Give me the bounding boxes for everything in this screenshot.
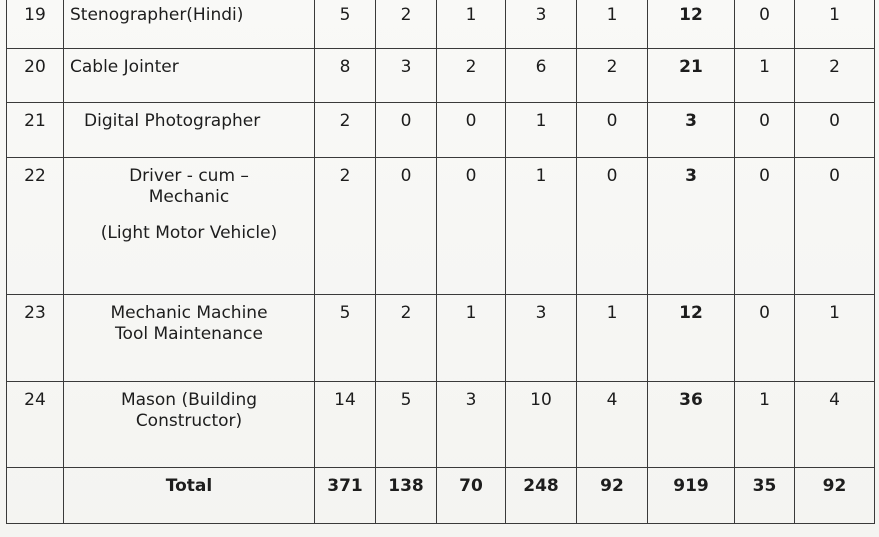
value-cell: 3	[437, 382, 506, 468]
table-row	[7, 382, 875, 468]
total-value-cell: 919	[648, 468, 735, 524]
empty-serial-cell	[7, 468, 64, 524]
value-cell: 0	[437, 158, 506, 295]
trade-name-line: Stenographer(Hindi)	[70, 5, 244, 25]
serial-number-cell: 22	[7, 158, 64, 295]
trade-name-cell	[64, 382, 315, 468]
value-cell: 1	[577, 295, 648, 382]
value-cell: 3	[376, 49, 437, 103]
value-cell: 6	[506, 49, 577, 103]
serial-number-cell: 23	[7, 295, 64, 382]
serial-number-cell: 21	[7, 103, 64, 158]
value-cell: 2	[376, 295, 437, 382]
seat-distribution-table	[6, 0, 875, 524]
trade-name-line: Mason (Building	[120, 390, 258, 410]
trade-name-line: (Light Motor Vehicle)	[100, 222, 278, 243]
value-cell: 3	[506, 0, 577, 49]
trade-name-line: Tool Maintenance	[115, 324, 263, 345]
total-value-cell: 3	[648, 103, 735, 158]
table-row	[7, 295, 875, 382]
value-cell: 0	[376, 158, 437, 295]
trade-name-line: Constructor)	[135, 411, 243, 432]
trade-name-line: Driver - cum –	[129, 166, 249, 186]
value-cell: 8	[315, 49, 376, 103]
value-cell: 0	[795, 158, 875, 295]
table-row	[7, 49, 875, 103]
value-cell: 2	[315, 103, 376, 158]
table-row	[7, 103, 875, 158]
total-value-cell: 35	[735, 468, 795, 524]
serial-number-cell: 19	[7, 0, 64, 49]
value-cell: 2	[376, 0, 437, 49]
total-value-cell: 138	[376, 468, 437, 524]
table-row	[7, 158, 875, 295]
value-cell: 1	[577, 0, 648, 49]
value-cell: 0	[735, 103, 795, 158]
trade-name-line: Mechanic Machine	[110, 303, 268, 323]
value-cell: 1	[506, 103, 577, 158]
value-cell: 2	[437, 49, 506, 103]
total-value-cell: 3	[648, 158, 735, 295]
trade-name-line: Digital Photographer	[84, 111, 261, 131]
total-row	[7, 468, 875, 524]
trade-name-cell	[64, 158, 315, 295]
value-cell: 1	[506, 158, 577, 295]
value-cell: 1	[735, 382, 795, 468]
trade-name-cell	[64, 0, 315, 49]
total-label-cell: Total	[64, 468, 315, 524]
trade-name-line: Cable Jointer	[70, 57, 179, 77]
table-row	[7, 0, 875, 49]
trade-name-cell	[64, 103, 315, 158]
line-gap	[68, 209, 310, 223]
total-value-cell: 92	[795, 468, 875, 524]
value-cell: 3	[506, 295, 577, 382]
value-cell: 0	[437, 103, 506, 158]
value-cell: 14	[315, 382, 376, 468]
value-cell: 0	[735, 158, 795, 295]
total-value-cell: 12	[648, 295, 735, 382]
value-cell: 1	[437, 295, 506, 382]
trade-name-cell	[64, 295, 315, 382]
value-cell: 0	[735, 0, 795, 49]
value-cell: 1	[735, 49, 795, 103]
value-cell: 4	[577, 382, 648, 468]
value-cell: 2	[795, 49, 875, 103]
total-value-cell: 21	[648, 49, 735, 103]
total-value-cell: 371	[315, 468, 376, 524]
value-cell: 0	[577, 158, 648, 295]
value-cell: 0	[735, 295, 795, 382]
value-cell: 5	[315, 0, 376, 49]
total-value-cell: 92	[577, 468, 648, 524]
value-cell: 5	[376, 382, 437, 468]
value-cell: 0	[577, 103, 648, 158]
total-value-cell: 36	[648, 382, 735, 468]
value-cell: 1	[795, 295, 875, 382]
total-value-cell: 12	[648, 0, 735, 49]
total-value-cell: 70	[437, 468, 506, 524]
value-cell: 1	[795, 0, 875, 49]
total-value-cell: 248	[506, 468, 577, 524]
value-cell: 0	[795, 103, 875, 158]
value-cell: 2	[577, 49, 648, 103]
value-cell: 5	[315, 295, 376, 382]
value-cell: 1	[437, 0, 506, 49]
trade-name-cell	[64, 49, 315, 103]
trade-name-line: Mechanic	[148, 187, 230, 208]
value-cell: 0	[376, 103, 437, 158]
serial-number-cell: 24	[7, 382, 64, 468]
serial-number-cell: 20	[7, 49, 64, 103]
value-cell: 10	[506, 382, 577, 468]
value-cell: 4	[795, 382, 875, 468]
value-cell: 2	[315, 158, 376, 295]
